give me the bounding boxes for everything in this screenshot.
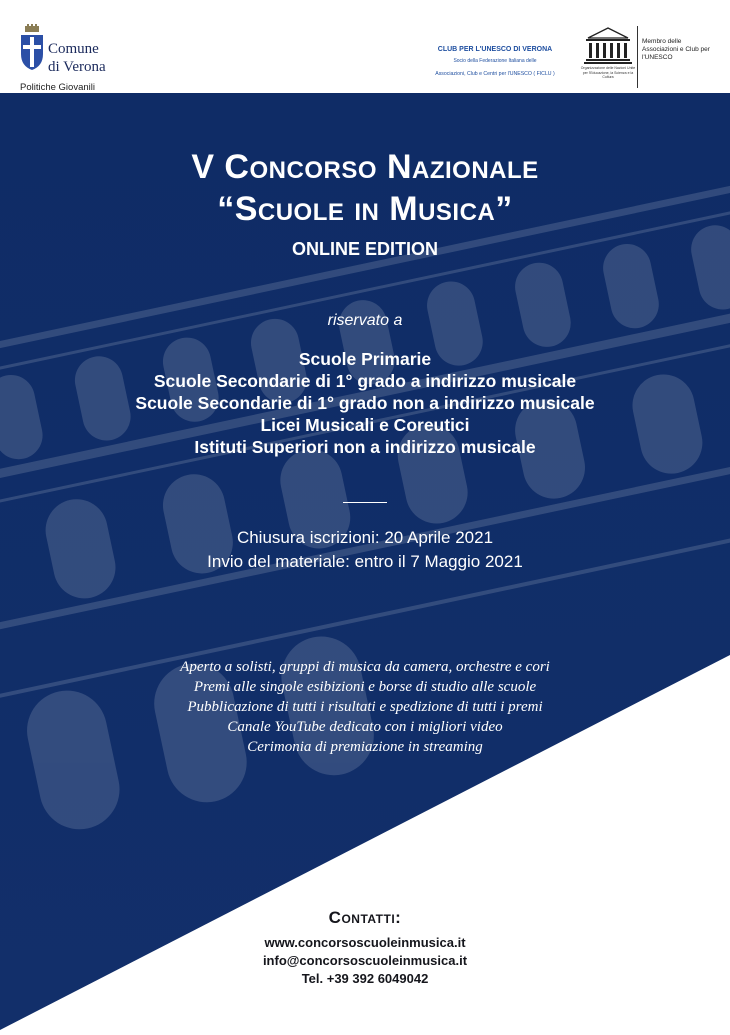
- verona-crest-icon: [20, 24, 44, 70]
- list-item: Aperto a solisti, gruppi di musica da camera, orchestre e cori: [180, 659, 550, 675]
- list-item: Scuole Secondarie di 1° grado non a indirizzo musicale: [135, 393, 595, 413]
- unesco-logo: [580, 26, 636, 90]
- club-name: CLUB PER L'UNESCO DI VERONA: [437, 46, 553, 53]
- list-item: Premi alle singole esibizioni e borse di studio alle scuole: [193, 679, 537, 695]
- features-list: [0, 657, 730, 757]
- registration-deadline: Chiusura iscrizioni: 20 Aprile 2021: [236, 528, 494, 547]
- comune-subtitle: Politiche Giovanili: [20, 82, 95, 93]
- email-link[interactable]: info@concorsoscuoleinmusica.it: [262, 953, 468, 968]
- contacts-title: Contatti:: [328, 908, 402, 927]
- unesco-divider: [637, 26, 638, 88]
- unesco-temple-icon: [580, 26, 636, 90]
- list-item: Licei Musicali e Coreutici: [260, 415, 470, 435]
- contacts-section: [0, 908, 730, 988]
- website-link[interactable]: www.concorsoscuoleinmusica.it: [264, 935, 466, 950]
- comune-di-verona-logo: [20, 24, 140, 92]
- club-line2: Socio della Federazione Italiana delle: [453, 58, 537, 64]
- comune-name: [48, 40, 106, 76]
- section-divider: [343, 502, 387, 503]
- submission-deadline: Invio del materiale: entro il 7 Maggio 2021: [207, 552, 523, 571]
- edition-label: ONLINE EDITION: [291, 239, 438, 259]
- unesco-member-text: Membro delle Associazioni e Club per l'UNESCO: [642, 38, 710, 61]
- reserved-for-label: riservato a: [327, 312, 403, 329]
- header-bar: [0, 0, 730, 93]
- comune-name-line1: Comune: [48, 41, 99, 57]
- list-item: Scuole Primarie: [298, 349, 432, 369]
- list-item: Pubblicazione di tutti i risultati e spedizione di tutti i premi: [187, 699, 543, 715]
- list-item: Canale YouTube dedicato con i migliori video: [227, 719, 503, 735]
- competition-title: [0, 146, 730, 230]
- club-unesco-verona: [420, 46, 570, 77]
- phone-number: Tel. +39 392 6049042: [301, 971, 429, 986]
- deadlines: [0, 526, 730, 574]
- list-item: Cerimonia di premiazione in streaming: [247, 739, 483, 755]
- schools-list: [0, 348, 730, 458]
- list-item: Istituti Superiori non a indirizzo musicale: [194, 437, 536, 457]
- title-line1: V Concorso Nazionale: [191, 148, 539, 186]
- title-line2: “Scuole in Musica”: [217, 190, 513, 228]
- list-item: Scuole Secondarie di 1° grado a indirizzo musicale: [153, 371, 577, 391]
- comune-name-line2: di Verona: [48, 59, 106, 75]
- unesco-org-text: Organizzazione delle Nazioni Unite per l'Educazione, la Scienza e la Cultura: [580, 66, 636, 79]
- club-line3: Associazioni, Club e Centri per l'UNESCO ( FICLU ): [435, 71, 555, 77]
